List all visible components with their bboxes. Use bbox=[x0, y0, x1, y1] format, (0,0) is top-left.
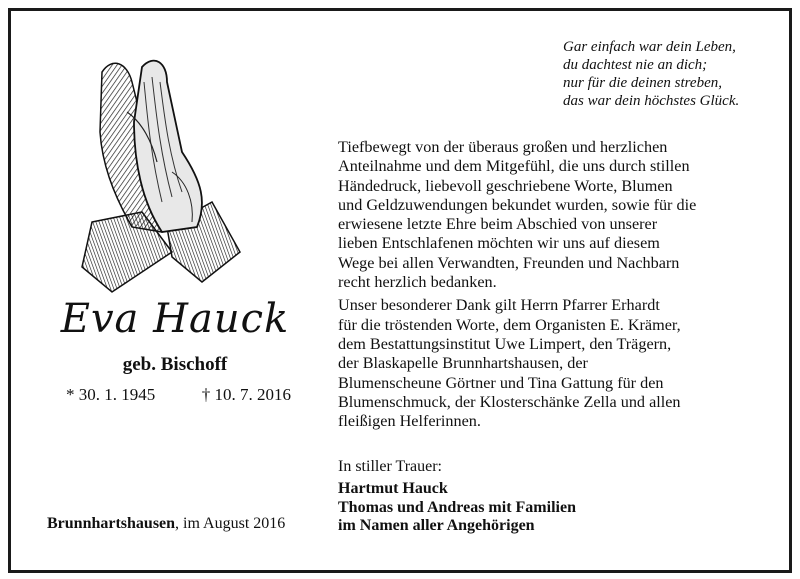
poem-line: Gar einfach war dein Leben, bbox=[563, 39, 736, 55]
life-dates bbox=[66, 385, 291, 405]
signers bbox=[338, 480, 576, 536]
poem-line: das war dein höchstes Glück. bbox=[563, 93, 740, 109]
thanks-paragraph-1 bbox=[338, 138, 778, 292]
text-line: Unser besonderer Dank gilt Herrn Pfarrer Erhardt bbox=[338, 296, 660, 315]
poem-line: nur für die deinen streben, bbox=[563, 75, 723, 91]
text-line: lieben Entschlafenen möchten wir uns auf diesem bbox=[338, 234, 660, 253]
poem-line: du dachtest nie an dich; bbox=[563, 57, 708, 73]
text-line: Wege bei allen Verwandten, Freunden und Nachbarn bbox=[338, 253, 680, 272]
text-line: Blumenschmuck, der Klosterschänke Zella und allen bbox=[338, 392, 681, 411]
place-town: Brunnhartshausen bbox=[47, 515, 176, 532]
place-date: , im August 2016 bbox=[175, 515, 286, 532]
thanks-text bbox=[338, 138, 778, 431]
text-line: recht herzlich bedanken. bbox=[338, 273, 497, 292]
text-line: fleißigen Helferinnen. bbox=[338, 412, 481, 431]
deceased-name: Eva Hauck bbox=[60, 296, 290, 342]
death-date: † 10. 7. 2016 bbox=[201, 385, 291, 404]
birth-date: * 30. 1. 1945 bbox=[66, 385, 156, 404]
poem bbox=[563, 38, 763, 110]
text-line: Händedruck, liebevoll geschriebene Worte, Blumen bbox=[338, 176, 673, 195]
signer-line: Hartmut Hauck bbox=[338, 480, 448, 497]
mourning-intro: In stiller Trauer: bbox=[338, 458, 442, 475]
thanks-paragraph-2 bbox=[338, 296, 778, 431]
signer-line: Thomas und Andreas mit Familien bbox=[338, 498, 576, 516]
place-and-date bbox=[47, 515, 285, 533]
praying-hands-icon bbox=[72, 52, 242, 297]
signer-line: im Namen aller Angehörigen bbox=[338, 517, 535, 534]
text-line: der Blaskapelle Brunnhartshausen, der bbox=[338, 354, 588, 373]
text-line: Anteilnahme und dem Mitgefühl, die uns durch stillen bbox=[338, 157, 690, 176]
text-line: und Geldzuwendungen bekundet wurden, sowie für die bbox=[338, 195, 697, 214]
text-line: erwiesene letzte Ehre beim Abschied von unserer bbox=[338, 215, 658, 234]
text-line: Tiefbewegt von der überaus großen und herzlichen bbox=[338, 138, 668, 156]
maiden-name: geb. Bischoff bbox=[122, 354, 228, 375]
text-line: für die tröstenden Worte, dem Organisten E. Krämer, bbox=[338, 315, 681, 334]
text-line: dem Bestattungsinstitut Uwe Limpert, den Trägern, bbox=[338, 334, 672, 353]
text-line: Blumenscheune Görtner und Tina Gattung für den bbox=[338, 373, 664, 392]
